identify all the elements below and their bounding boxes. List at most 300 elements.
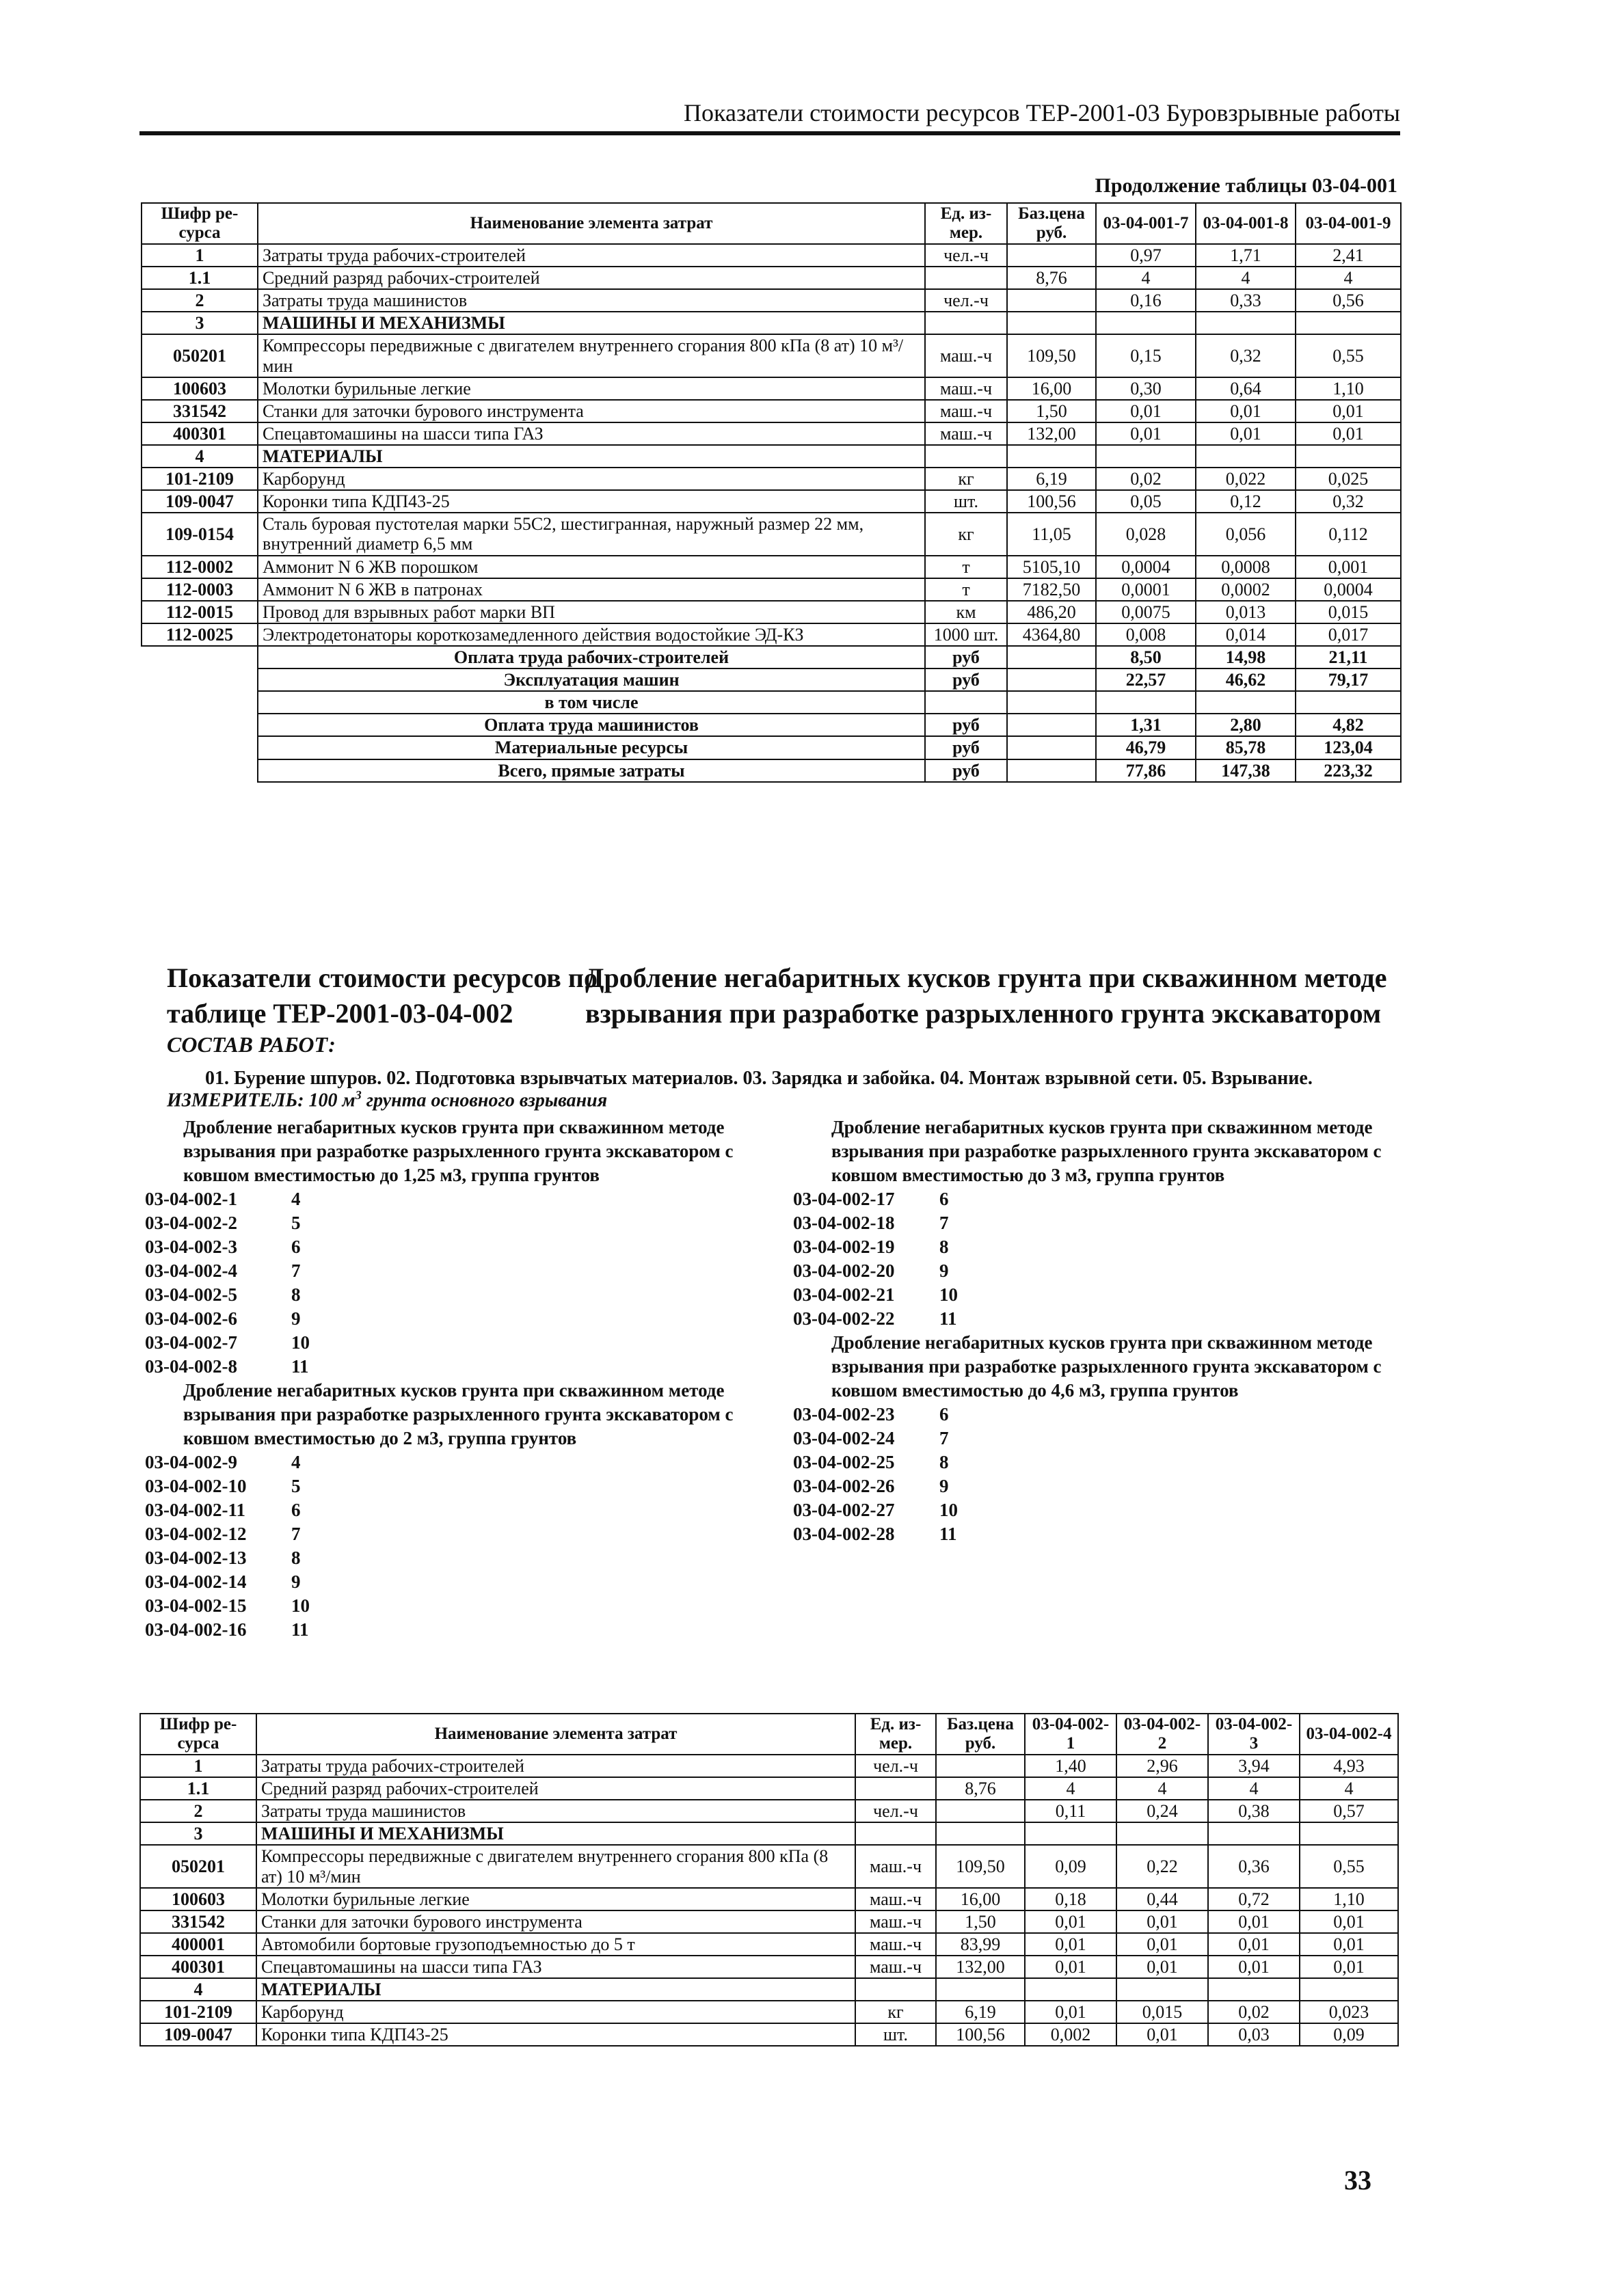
summary-name: Оплата труда машинистов <box>258 714 925 736</box>
norm-list-right <box>793 1116 1395 1546</box>
resource-name: Средний разряд рабочих-строителей <box>256 1777 855 1800</box>
soil-group: 9 <box>291 1571 301 1592</box>
soil-group: 4 <box>291 1452 301 1472</box>
summary-value-2: 46,62 <box>1196 668 1296 691</box>
table-row <box>140 1755 1398 1777</box>
norm-code: 03-04-002-2 <box>145 1213 237 1233</box>
norm-code: 03-04-002-26 <box>793 1476 895 1496</box>
resource-unit: маш.-ч <box>855 1888 936 1910</box>
resource-code: 109-0154 <box>142 513 258 555</box>
soil-group: 5 <box>291 1213 301 1233</box>
norm-value-1: 0,01 <box>1025 1910 1116 1933</box>
resource-code: 109-0047 <box>140 2023 256 2046</box>
resource-code: 3 <box>140 1822 256 1845</box>
soil-group: 11 <box>291 1619 309 1640</box>
norm-list-item <box>145 1450 747 1474</box>
summary-value-3: 223,32 <box>1296 759 1401 782</box>
table-row <box>142 623 1401 646</box>
table-row <box>140 1956 1398 1978</box>
resource-code: 2 <box>142 289 258 312</box>
summary-row <box>142 736 1401 759</box>
header-col3: 03-04-002-3 <box>1208 1714 1300 1755</box>
resource-price: 6,19 <box>1007 468 1096 490</box>
norm-list-item <box>145 1187 747 1211</box>
norm-value-1 <box>1025 1978 1116 2001</box>
header-code: Шифр ре-сурса <box>140 1714 256 1755</box>
norm-list-item <box>793 1211 1395 1235</box>
summary-price <box>1007 736 1096 759</box>
norm-value-2 <box>1116 1822 1208 1845</box>
resource-name: Компрессоры передвижные с двигателем внутреннего сгорания 800 кПа (8 ат) 10 м³/мин <box>258 334 925 377</box>
resource-unit <box>925 312 1007 334</box>
norm-value-2: 0,22 <box>1116 1845 1208 1887</box>
resource-code: 101-2109 <box>140 2001 256 2023</box>
resource-code: 112-0025 <box>142 623 258 646</box>
soil-group: 6 <box>291 1237 301 1257</box>
summary-value-2: 2,80 <box>1196 714 1296 736</box>
summary-unit: руб <box>925 668 1007 691</box>
works-title: СОСТАВ РАБОТ: <box>167 1032 336 1057</box>
summary-unit: руб <box>925 646 1007 668</box>
resource-name: Станки для заточки бурового инструмента <box>258 400 925 422</box>
summary-value-2: 85,78 <box>1196 736 1296 759</box>
norm-list-item <box>793 1522 1395 1546</box>
norm-value-4 <box>1300 1822 1398 1845</box>
resource-price: 7182,50 <box>1007 578 1096 601</box>
resource-name: Электродетонаторы короткозамедленного действия водостойкие ЭД-КЗ <box>258 623 925 646</box>
meter-prefix: ИЗМЕРИТЕЛЬ: 100 м <box>167 1090 356 1111</box>
norm-value-2: 0,24 <box>1116 1800 1208 1822</box>
norm-value-2: 0,01 <box>1116 1956 1208 1978</box>
norm-value-3: 0,112 <box>1296 513 1401 555</box>
norm-value-3: 3,94 <box>1208 1755 1300 1777</box>
summary-name: в том числе <box>258 691 925 714</box>
header-col4: 03-04-002-4 <box>1300 1714 1398 1755</box>
resource-name: Затраты труда рабочих-строителей <box>258 244 925 267</box>
resource-name: Компрессоры передвижные с двигателем внутреннего сгорания 800 кПа (8 ат) 10 м³/мин <box>256 1845 855 1887</box>
resource-name: Аммонит N 6 ЖВ в патронах <box>258 578 925 601</box>
resource-price <box>936 1822 1025 1845</box>
norm-value-1: 0,0004 <box>1096 556 1196 578</box>
summary-value-3: 4,82 <box>1296 714 1401 736</box>
resource-unit: кг <box>925 468 1007 490</box>
norm-value-1: 0,30 <box>1096 377 1196 400</box>
summary-unit: руб <box>925 759 1007 782</box>
norm-value-2: 0,12 <box>1196 490 1296 513</box>
norm-value-4 <box>1300 1978 1398 2001</box>
norm-value-2: 0,0002 <box>1196 578 1296 601</box>
table-row <box>142 334 1401 377</box>
norm-list-item <box>793 1474 1395 1498</box>
summary-value-2: 147,38 <box>1196 759 1296 782</box>
norm-value-2: 2,96 <box>1116 1755 1208 1777</box>
soil-group: 10 <box>291 1332 310 1353</box>
summary-value-1: 46,79 <box>1096 736 1196 759</box>
norm-value-3: 1,10 <box>1296 377 1401 400</box>
resource-unit: т <box>925 556 1007 578</box>
resource-price: 132,00 <box>936 1956 1025 1978</box>
resource-unit: маш.-ч <box>925 422 1007 445</box>
summary-name: Всего, прямые затраты <box>258 759 925 782</box>
norm-value-4: 0,023 <box>1300 2001 1398 2023</box>
norm-list-item <box>145 1283 747 1307</box>
resource-code: 4 <box>142 445 258 468</box>
norm-value-1: 4 <box>1096 267 1196 289</box>
resource-price: 109,50 <box>1007 334 1096 377</box>
norm-value-3: 0,025 <box>1296 468 1401 490</box>
summary-value-3: 21,11 <box>1296 646 1401 668</box>
resource-code: 101-2109 <box>142 468 258 490</box>
norm-value-4: 0,57 <box>1300 1800 1398 1822</box>
norm-group-heading: Дробление негабаритных кусков грунта при скважинном методе взрывания при разработке разрыхленного грунта экскаватором с ковшом вместимостью до 2 м3, группа грунтов <box>183 1380 734 1448</box>
norm-list-item <box>793 1403 1395 1427</box>
norm-value-3: 0,0004 <box>1296 578 1401 601</box>
norm-value-2: 0,33 <box>1196 289 1296 312</box>
soil-group: 8 <box>291 1548 301 1568</box>
resource-table-001 <box>141 202 1402 783</box>
summary-blank <box>142 668 258 691</box>
norm-value-1: 0,008 <box>1096 623 1196 646</box>
norm-value-3: 0,01 <box>1208 1933 1300 1956</box>
resource-unit: маш.-ч <box>855 1956 936 1978</box>
norm-code: 03-04-002-17 <box>793 1189 895 1209</box>
page-number: 33 <box>1344 2165 1371 2196</box>
norm-list-item <box>793 1307 1395 1331</box>
norm-list-item <box>145 1355 747 1379</box>
norm-value-2: 0,013 <box>1196 601 1296 623</box>
resource-price: 16,00 <box>936 1888 1025 1910</box>
resource-price <box>936 1978 1025 2001</box>
norm-value-1: 0,01 <box>1025 1933 1116 1956</box>
summary-value-1: 8,50 <box>1096 646 1196 668</box>
norm-group-heading: Дробление негабаритных кусков грунта при скважинном методе взрывания при разработке разрыхленного грунта экскаватором с ковшом вместимостью до 3 м3, группа грунтов <box>831 1117 1382 1185</box>
resource-code: 400301 <box>142 422 258 445</box>
norm-value-1: 0,01 <box>1096 422 1196 445</box>
norm-value-1: 0,028 <box>1096 513 1196 555</box>
summary-row <box>142 668 1401 691</box>
norm-code: 03-04-002-14 <box>145 1571 247 1592</box>
resource-price: 132,00 <box>1007 422 1096 445</box>
resource-name: Провод для взрывных работ марки ВП <box>258 601 925 623</box>
summary-row <box>142 714 1401 736</box>
resource-code: 1 <box>140 1755 256 1777</box>
resource-code: 400001 <box>140 1933 256 1956</box>
resource-price: 16,00 <box>1007 377 1096 400</box>
norm-value-3: 0,01 <box>1208 1956 1300 1978</box>
summary-price <box>1007 691 1096 714</box>
soil-group: 8 <box>939 1237 949 1257</box>
resource-price: 6,19 <box>936 2001 1025 2023</box>
norm-value-4: 0,01 <box>1300 1910 1398 1933</box>
norm-value-2 <box>1116 1978 1208 2001</box>
resource-name: Средний разряд рабочих-строителей <box>258 267 925 289</box>
soil-group: 9 <box>939 1260 949 1281</box>
header-unit: Ед. из-мер. <box>855 1714 936 1755</box>
meter-unit <box>167 1088 607 1111</box>
norm-value-2: 0,056 <box>1196 513 1296 555</box>
resource-code: 112-0015 <box>142 601 258 623</box>
norm-group-heading: Дробление негабаритных кусков грунта при скважинном методе взрывания при разработке разрыхленного грунта экскаватором с ковшом вместимостью до 4,6 м3, группа грунтов <box>831 1332 1382 1401</box>
summary-price <box>1007 759 1096 782</box>
resource-name: Затраты труда машинистов <box>256 1800 855 1822</box>
summary-unit: руб <box>925 714 1007 736</box>
resource-code: 1 <box>142 244 258 267</box>
soil-group: 8 <box>291 1284 301 1305</box>
table-row <box>142 244 1401 267</box>
norm-value-2: 0,022 <box>1196 468 1296 490</box>
summary-value-3: 79,17 <box>1296 668 1401 691</box>
summary-unit <box>925 691 1007 714</box>
resource-price: 109,50 <box>936 1845 1025 1887</box>
norm-value-3: 0,38 <box>1208 1800 1300 1822</box>
norm-code: 03-04-002-8 <box>145 1356 237 1377</box>
norm-value-2 <box>1196 445 1296 468</box>
table-row <box>142 400 1401 422</box>
norm-code: 03-04-002-11 <box>145 1500 245 1520</box>
summary-blank <box>142 736 258 759</box>
table-row <box>142 422 1401 445</box>
resource-price: 8,76 <box>936 1777 1025 1800</box>
resource-unit: маш.-ч <box>855 1933 936 1956</box>
resource-price: 100,56 <box>1007 490 1096 513</box>
resource-table-002 <box>139 1713 1399 2047</box>
norm-value-3: 0,015 <box>1296 601 1401 623</box>
table-row <box>140 1933 1398 1956</box>
resource-price <box>1007 312 1096 334</box>
soil-group: 9 <box>939 1476 949 1496</box>
norm-value-3 <box>1296 445 1401 468</box>
norm-value-4: 4 <box>1300 1777 1398 1800</box>
resource-name: Затраты труда рабочих-строителей <box>256 1755 855 1777</box>
resource-name: Затраты труда машинистов <box>258 289 925 312</box>
norm-value-1: 1,40 <box>1025 1755 1116 1777</box>
resource-unit <box>855 1777 936 1800</box>
summary-value-1: 77,86 <box>1096 759 1196 782</box>
soil-group: 11 <box>939 1524 957 1544</box>
resource-code: 331542 <box>142 400 258 422</box>
norm-list-item <box>793 1498 1395 1522</box>
norm-value-1: 0,11 <box>1025 1800 1116 1822</box>
norm-code: 03-04-002-19 <box>793 1237 895 1257</box>
summary-value-2: 14,98 <box>1196 646 1296 668</box>
norm-value-3: 4 <box>1296 267 1401 289</box>
summary-value-1: 22,57 <box>1096 668 1196 691</box>
norm-value-3: 0,55 <box>1296 334 1401 377</box>
norm-list-item <box>145 1259 747 1283</box>
norm-code: 03-04-002-12 <box>145 1524 247 1544</box>
header-col2: 03-04-001-8 <box>1196 203 1296 244</box>
summary-value-2 <box>1196 691 1296 714</box>
norm-value-4: 0,01 <box>1300 1933 1398 1956</box>
norm-value-3: 0,72 <box>1208 1888 1300 1910</box>
resource-unit: чел.-ч <box>855 1755 936 1777</box>
resource-code: 100603 <box>140 1888 256 1910</box>
resource-code: 4 <box>140 1978 256 2001</box>
resource-name: МАШИНЫ И МЕХАНИЗМЫ <box>256 1822 855 1845</box>
header-name: Наименование элемента затрат <box>258 203 925 244</box>
resource-unit: маш.-ч <box>925 334 1007 377</box>
works-list: 01. Бурение шпуров. 02. Подготовка взрывчатых материалов. 03. Зарядка и забойка. 04. Монтаж взрывной сети. 05. Взрывание. <box>205 1068 1313 1089</box>
norm-list-item <box>145 1570 747 1594</box>
resource-unit: чел.-ч <box>925 289 1007 312</box>
resource-unit: маш.-ч <box>925 377 1007 400</box>
resource-code: 112-0002 <box>142 556 258 578</box>
resource-price: 1,50 <box>1007 400 1096 422</box>
table-row <box>142 289 1401 312</box>
resource-name: МАТЕРИАЛЫ <box>256 1978 855 2001</box>
norm-value-3: 0,02 <box>1208 2001 1300 2023</box>
header-price: Баз.цена руб. <box>936 1714 1025 1755</box>
norm-value-1: 0,002 <box>1025 2023 1116 2046</box>
norm-value-4: 1,10 <box>1300 1888 1398 1910</box>
norm-value-2: 1,71 <box>1196 244 1296 267</box>
norm-code: 03-04-002-21 <box>793 1284 895 1305</box>
resource-unit: 1000 шт. <box>925 623 1007 646</box>
soil-group: 10 <box>939 1284 958 1305</box>
table-row <box>142 468 1401 490</box>
resource-code: 1.1 <box>142 267 258 289</box>
summary-price <box>1007 646 1096 668</box>
norm-value-1: 0,15 <box>1096 334 1196 377</box>
summary-price <box>1007 668 1096 691</box>
norm-list-item <box>793 1235 1395 1259</box>
norm-value-3: 2,41 <box>1296 244 1401 267</box>
norm-code: 03-04-002-27 <box>793 1500 895 1520</box>
norm-value-3: 0,56 <box>1296 289 1401 312</box>
summary-blank <box>142 691 258 714</box>
resource-code: 109-0047 <box>142 490 258 513</box>
norm-list-item <box>145 1211 747 1235</box>
summary-value-1: 1,31 <box>1096 714 1196 736</box>
resource-price: 4364,80 <box>1007 623 1096 646</box>
norm-code: 03-04-002-1 <box>145 1189 237 1209</box>
norm-value-2: 0,01 <box>1116 1933 1208 1956</box>
norm-list-item <box>145 1618 747 1642</box>
soil-group: 7 <box>939 1428 949 1448</box>
resource-unit <box>855 1978 936 2001</box>
soil-group: 11 <box>939 1308 957 1329</box>
norm-list-item <box>793 1187 1395 1211</box>
norm-code: 03-04-002-28 <box>793 1524 895 1544</box>
resource-name: Карборунд <box>256 2001 855 2023</box>
resource-price: 83,99 <box>936 1933 1025 1956</box>
norm-code: 03-04-002-9 <box>145 1452 237 1472</box>
norm-code: 03-04-002-18 <box>793 1213 895 1233</box>
norm-list-item <box>793 1259 1395 1283</box>
summary-blank <box>142 759 258 782</box>
table-row <box>142 267 1401 289</box>
norm-value-2: 0,01 <box>1196 422 1296 445</box>
section-title-right: Дробление негабаритных кусков грунта при скважинном методе взрывания при разработке разрыхленного грунта экскаватором <box>585 962 1387 1029</box>
soil-group: 10 <box>939 1500 958 1520</box>
header-name: Наименование элемента затрат <box>256 1714 855 1755</box>
resource-code: 331542 <box>140 1910 256 1933</box>
table-row <box>142 513 1401 555</box>
summary-name: Эксплуатация машин <box>258 668 925 691</box>
soil-group: 10 <box>291 1595 310 1616</box>
table-row <box>140 2001 1398 2023</box>
norm-value-3: 0,01 <box>1208 1910 1300 1933</box>
soil-group: 5 <box>291 1476 301 1496</box>
table-header-row <box>140 1714 1398 1755</box>
norm-value-1: 0,01 <box>1096 400 1196 422</box>
norm-value-2: 0,44 <box>1116 1888 1208 1910</box>
norm-value-1: 0,05 <box>1096 490 1196 513</box>
resource-unit: кг <box>855 2001 936 2023</box>
norm-group-heading: Дробление негабаритных кусков грунта при скважинном методе взрывания при разработке разрыхленного грунта экскаватором с ковшом вместимостью до 1,25 м3, группа грунтов <box>183 1117 734 1185</box>
norm-value-3: 0,32 <box>1296 490 1401 513</box>
norm-value-3: 0,01 <box>1296 422 1401 445</box>
resource-code: 1.1 <box>140 1777 256 1800</box>
resource-unit: кг <box>925 513 1007 555</box>
resource-unit: шт. <box>855 2023 936 2046</box>
norm-list-item <box>145 1331 747 1355</box>
norm-value-2: 0,01 <box>1116 1910 1208 1933</box>
table-row <box>140 1888 1398 1910</box>
norm-code: 03-04-002-20 <box>793 1260 895 1281</box>
resource-name: Станки для заточки бурового инструмента <box>256 1910 855 1933</box>
norm-code: 03-04-002-6 <box>145 1308 237 1329</box>
norm-value-1: 0,0075 <box>1096 601 1196 623</box>
norm-code: 03-04-002-16 <box>145 1619 247 1640</box>
norm-code: 03-04-002-7 <box>145 1332 237 1353</box>
norm-value-1: 0,01 <box>1025 1956 1116 1978</box>
norm-value-2: 0,32 <box>1196 334 1296 377</box>
resource-price <box>1007 289 1096 312</box>
norm-code: 03-04-002-24 <box>793 1428 895 1448</box>
norm-list-item <box>145 1546 747 1570</box>
running-header: Показатели стоимости ресурсов ТЕР-2001-03 Буровзрывные работы <box>139 96 1400 135</box>
resource-name: Молотки бурильные легкие <box>258 377 925 400</box>
resource-unit: чел.-ч <box>925 244 1007 267</box>
meter-sup: 3 <box>355 1088 362 1102</box>
resource-unit <box>855 1822 936 1845</box>
header-col2: 03-04-002-2 <box>1116 1714 1208 1755</box>
resource-code: 050201 <box>142 334 258 377</box>
table-header-row <box>142 203 1401 244</box>
soil-group: 7 <box>291 1260 301 1281</box>
summary-row <box>142 691 1401 714</box>
resource-name: Карборунд <box>258 468 925 490</box>
meter-suffix: грунта основного взрывания <box>361 1090 608 1111</box>
resource-code: 3 <box>142 312 258 334</box>
norm-value-2: 4 <box>1116 1777 1208 1800</box>
resource-name: Спецавтомашины на шасси типа ГАЗ <box>256 1956 855 1978</box>
summary-blank <box>142 714 258 736</box>
resource-price: 8,76 <box>1007 267 1096 289</box>
summary-row <box>142 646 1401 668</box>
summary-value-1 <box>1096 691 1196 714</box>
norm-value-2: 0,01 <box>1196 400 1296 422</box>
resource-code: 100603 <box>142 377 258 400</box>
summary-price <box>1007 714 1096 736</box>
norm-value-1: 0,16 <box>1096 289 1196 312</box>
norm-value-3: 0,03 <box>1208 2023 1300 2046</box>
header-unit: Ед. из-мер. <box>925 203 1007 244</box>
resource-unit: чел.-ч <box>855 1800 936 1822</box>
resource-price: 486,20 <box>1007 601 1096 623</box>
header-col1: 03-04-001-7 <box>1096 203 1196 244</box>
table-row <box>142 490 1401 513</box>
table-row <box>142 312 1401 334</box>
header-col3: 03-04-001-9 <box>1296 203 1401 244</box>
norm-value-2: 0,0008 <box>1196 556 1296 578</box>
soil-group: 6 <box>939 1189 949 1209</box>
soil-group: 7 <box>291 1524 301 1544</box>
summary-row <box>142 759 1401 782</box>
summary-name: Оплата труда рабочих-строителей <box>258 646 925 668</box>
resource-unit <box>925 445 1007 468</box>
